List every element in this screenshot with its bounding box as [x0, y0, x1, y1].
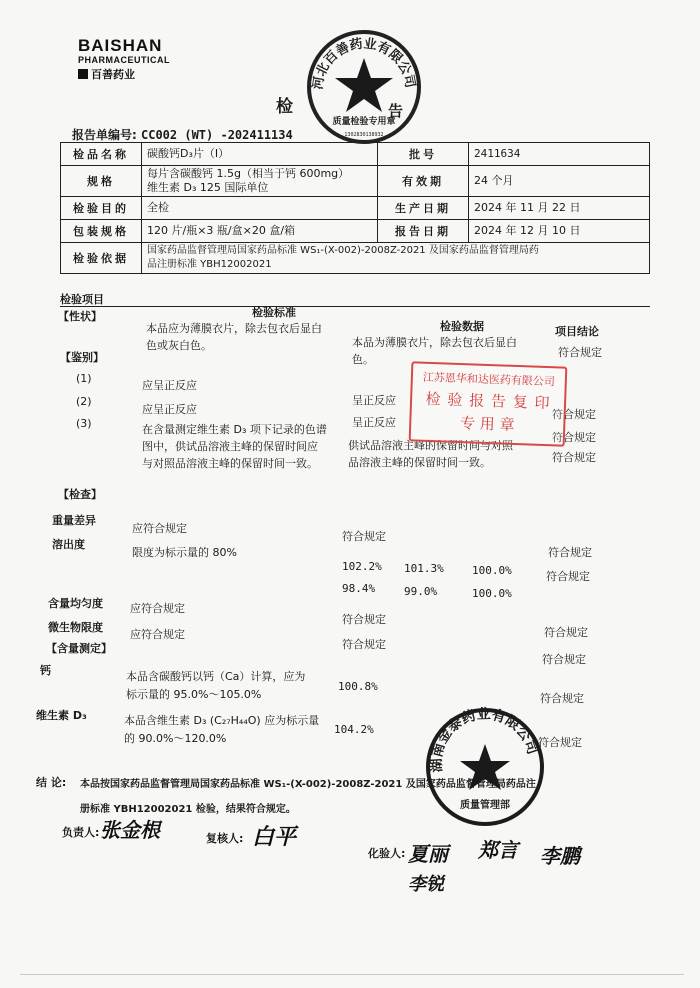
traits-result: 符合规定 [558, 346, 602, 359]
identify-1-result: 符合规定 [552, 408, 596, 421]
content-uniformity-label: 含量均匀度 [48, 597, 103, 610]
vitamin-d3-label: 维生素 D₃ [36, 709, 87, 722]
content-uniformity-result: 符合规定 [544, 626, 588, 639]
section-identify: 【鉴别】 [60, 351, 104, 364]
tester-signature: 李鹏 [540, 844, 580, 868]
dissolution-value: 100.0% [472, 587, 512, 600]
content-uniformity-standard: 应符合规定 [130, 602, 185, 615]
calcium-label: 钙 [40, 664, 51, 677]
column-data: 检验数据 [440, 320, 484, 333]
dissolution-value: 100.0% [472, 564, 512, 577]
conclusion-line2: 册标准 YBH12002021 检验，结果符合规定。 [80, 804, 296, 815]
product-name-label: 检品名称 [61, 143, 142, 166]
reviewer-label: 复核人: [206, 832, 244, 845]
section-assay: 【含量测定】 [46, 642, 112, 655]
table-row [61, 220, 650, 243]
report-date-label: 报告日期 [378, 220, 469, 243]
column-conclusion: 项目结论 [555, 325, 599, 338]
identify-3-standard: 在含量测定维生素 D₃ 项下记录的色谱 图中，供试品溶液主峰的保留时间应 与对照品溶液主峰的保留时间一致。 [142, 423, 327, 470]
chief-label: 负责人: [62, 826, 100, 839]
spec-label: 规格 [61, 166, 142, 197]
report-title-left: 检 [276, 97, 293, 117]
company-logo-cn: 百善药业 [78, 66, 135, 82]
company-logo-text: BAISHAN [78, 36, 163, 55]
batch-label: 批号 [378, 143, 469, 166]
spec-value: 每片含碳酸钙 1.5g（相当于钙 600mg） 维生素 D₃ 125 国际单位 [142, 166, 378, 197]
svg-text:质量检验专用章: 质量检验专用章 [332, 117, 396, 127]
tester-label: 化验人: [368, 847, 406, 860]
table-row [61, 166, 650, 197]
scan-edge-line [20, 974, 684, 975]
baishan-quality-seal [305, 28, 423, 146]
purpose-label: 检验目的 [61, 197, 142, 220]
production-date-value: 2024 年 11 月 22 日 [469, 197, 650, 220]
calcium-standard: 本品含碳酸钙以钙（Ca）计算，应为 标示量的 95.0%～105.0% [126, 670, 306, 701]
reviewer-signature: 白平 [252, 824, 297, 850]
product-info-table [60, 142, 650, 274]
batch-value: 2411634 [469, 143, 650, 166]
conclusion-label: 结 论: [36, 776, 67, 789]
svg-text:1302830138932: 1302830138932 [344, 132, 384, 138]
conclusion-line1: 本品按国家药品监督管理局国家药品标准 WS₁-(X-002)-2008Z-2021 及国家药品监督管理局药品注 [80, 779, 536, 790]
weight-variation-result: 符合规定 [548, 546, 592, 559]
microbial-limit-result: 符合规定 [542, 653, 586, 666]
dissolution-value: 101.3% [404, 562, 444, 575]
product-name-value: 碳酸钙D₃片（I） [142, 143, 378, 166]
dissolution-value: 102.2% [342, 560, 382, 573]
identify-2-data: 呈正反应 [352, 416, 396, 429]
calcium-data: 100.8% [338, 680, 378, 693]
weight-variation-label: 重量差异 [52, 514, 96, 527]
column-item: 检验项目 [60, 293, 104, 306]
svg-text:质量管理部: 质量管理部 [460, 800, 510, 811]
identify-1-data: 呈正反应 [352, 394, 396, 407]
validity-value: 24 个月 [469, 166, 650, 197]
section-check: 【检查】 [58, 488, 102, 501]
logo-mark-icon [78, 69, 88, 79]
purpose-value: 全检 [142, 197, 378, 220]
microbial-limit-data: 符合规定 [342, 638, 386, 651]
traits-standard: 本品应为薄膜衣片，除去包衣后显白 色或灰白色。 [146, 322, 322, 352]
tester-signature: 郑言 [478, 838, 518, 862]
weight-variation-data: 符合规定 [342, 530, 386, 543]
basis-value: 国家药品监督管理局国家药品标准 WS₁-(X-002)-2008Z-2021 及国家药品监督管理局药 品注册标准 YBH12002021 [142, 243, 650, 274]
report-number-label: 报告单编号: [72, 128, 137, 142]
tester-signature: 夏丽 [408, 842, 448, 866]
report-date-value: 2024 年 12 月 10 日 [469, 220, 650, 243]
microbial-limit-label: 微生物限度 [48, 621, 103, 634]
report-title-right: 告 [388, 102, 404, 120]
table-row [61, 197, 650, 220]
vitamin-d3-data: 104.2% [334, 723, 374, 736]
package-label: 包装规格 [61, 220, 142, 243]
report-number-value: CC002 (WT) -202411134 [141, 128, 293, 142]
company-logo-subtext: PHARMACEUTICAL [78, 55, 170, 65]
identify-3-number: (3) [76, 417, 92, 430]
microbial-limit-standard: 应符合规定 [130, 628, 185, 641]
package-value: 120 片/瓶×3 瓶/盒×20 盒/箱 [142, 220, 378, 243]
column-divider [60, 306, 650, 307]
identify-2-result: 符合规定 [552, 431, 596, 444]
identify-2-standard: 应呈正反应 [142, 403, 197, 416]
traits-data: 本品为薄膜衣片，除去包衣后显白 色。 [352, 336, 517, 366]
dissolution-result: 符合规定 [546, 570, 590, 583]
identify-3-data: 供试品溶液主峰的保留时间与对照 品溶液主峰的保留时间一致。 [348, 439, 513, 469]
identify-1-standard: 应呈正反应 [142, 379, 197, 392]
dissolution-value: 99.0% [404, 585, 438, 598]
hunan-quality-seal [424, 706, 546, 828]
weight-variation-standard: 应符合规定 [132, 522, 187, 535]
identify-2-number: (2) [76, 395, 92, 408]
vitamin-d3-result: 符合规定 [538, 736, 582, 749]
calcium-result: 符合规定 [540, 692, 584, 705]
report-number [72, 126, 293, 143]
table-row [61, 143, 650, 166]
chief-signature: 张金根 [100, 818, 160, 842]
basis-label: 检验依据 [61, 243, 142, 274]
column-standard: 检验标准 [252, 306, 296, 319]
vitamin-d3-standard: 本品含维生素 D₃ (C₂₇H₄₄O) 应为标示量 的 90.0%～120.0% [124, 714, 320, 745]
section-traits: 【性状】 [58, 310, 102, 323]
dissolution-standard: 限度为标示量的 80% [132, 546, 237, 559]
identify-3-result: 符合规定 [552, 451, 596, 464]
identify-1-number: (1) [76, 372, 92, 385]
dissolution-label: 溶出度 [52, 538, 85, 551]
svg-text:河北百善药业有限公司: 河北百善药业有限公司 [310, 36, 418, 91]
content-uniformity-data: 符合规定 [342, 613, 386, 626]
table-row [61, 243, 650, 274]
svg-text:湖南金泰药业有限公司: 湖南金泰药业有限公司 [428, 706, 541, 773]
dissolution-value: 98.4% [342, 582, 376, 595]
production-date-label: 生产日期 [378, 197, 469, 220]
validity-label: 有效期 [378, 166, 469, 197]
tester-signature: 李锐 [408, 874, 444, 895]
jiangsu-copy-stamp: 江苏恩华和达医药有限公司 检 验 报 告 复 印 专 用 章 [409, 361, 568, 446]
